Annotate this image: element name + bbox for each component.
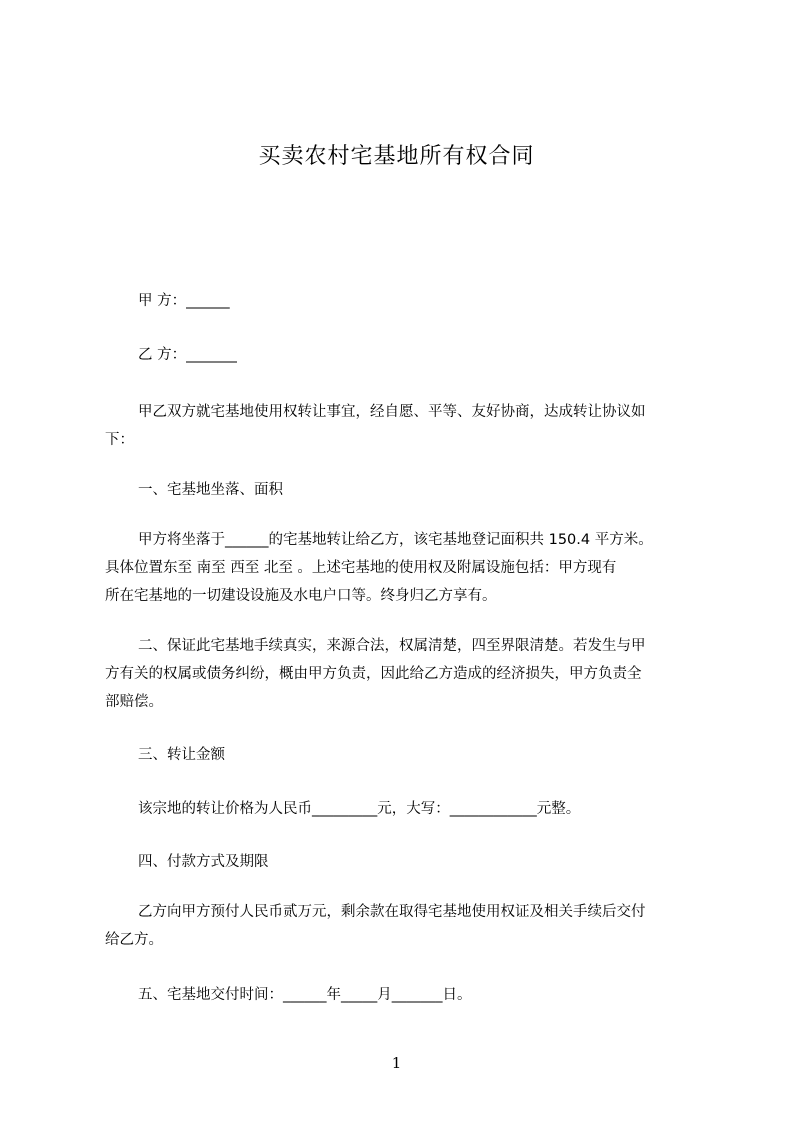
section-2-paragraph (105, 632, 705, 716)
party-a-line: 甲 方：______ (138, 293, 230, 309)
document-title: 买卖农村宅基地所有权合同 (258, 144, 535, 169)
section-2-line-1: 二、保证此宅基地手续真实，来源合法，权属清楚，四至界限清楚。若发生与甲 (138, 638, 646, 654)
section-1-line-3: 所在宅基地的一切建设设施及水电户口等。终身归乙方享有。 (105, 588, 497, 604)
section-4-paragraph (105, 898, 705, 954)
section-3-body: 该宗地的转让价格为人民币_________元，大写：____________元整。 (138, 801, 581, 817)
intro-line-1: 甲乙双方就宅基地使用权转让事宜，经自愿、平等、友好协商，达成转让协议如 (138, 404, 646, 420)
section-4-heading: 四、付款方式及期限 (138, 854, 269, 870)
intro-line-2: 下： (105, 432, 134, 448)
section-1-heading: 一、宅基地坐落、面积 (138, 482, 283, 498)
intro-paragraph (105, 398, 705, 454)
section-1-line-2: 具体位置东至 南至 西至 北至 。上述宅基地的使用权及附属设施包括：甲方现有 (105, 560, 617, 576)
section-1-line-1: 甲方将坐落于______的宅基地转让给乙方，该宅基地登记面积共 150.4 平方米。 (138, 532, 653, 548)
page-number: 1 (391, 1054, 402, 1072)
section-5-line: 五、宅基地交付时间：______年_____月_______日。 (138, 987, 472, 1003)
section-3-heading: 三、转让金额 (138, 747, 225, 763)
section-2-line-3: 部赔偿。 (105, 694, 163, 710)
section-4-line-1: 乙方向甲方预付人民币贰万元，剩余款在取得宅基地使用权证及相关手续后交付 (138, 904, 646, 920)
party-b-line: 乙 方：_______ (138, 347, 237, 363)
section-1-paragraph (105, 526, 705, 610)
section-2-line-2: 方有关的权属或债务纠纷，概由甲方负责，因此给乙方造成的经济损失，甲方负责全 (105, 666, 642, 682)
section-4-line-2: 给乙方。 (105, 932, 163, 948)
